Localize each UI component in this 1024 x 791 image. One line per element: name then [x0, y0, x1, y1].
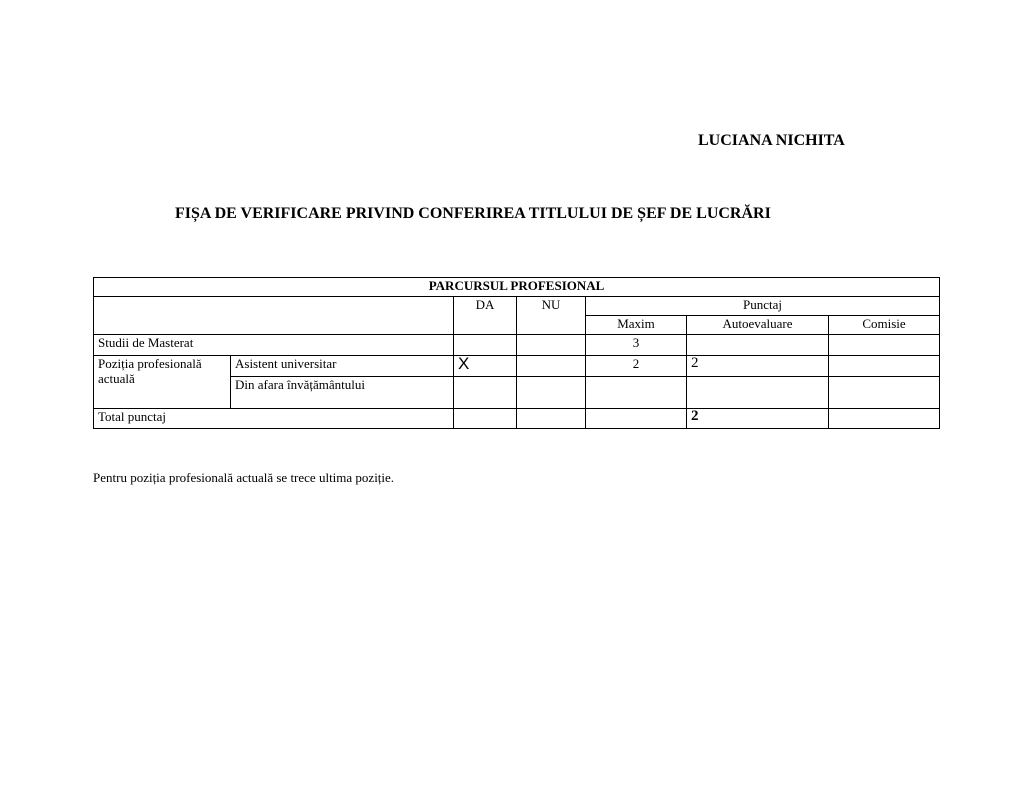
footnote: Pentru poziția profesională actuală se trece ultima poziție.	[93, 470, 395, 485]
row-studii-label: Studii de Masterat	[94, 335, 454, 356]
document-title: FIȘA DE VERIFICARE PRIVIND CONFERIREA TITLULUI DE ȘEF DE LUCRĂRI	[175, 205, 771, 222]
header-da: DA	[454, 297, 517, 335]
row-din-afara-da	[454, 377, 517, 409]
row-total-label: Total punctaj	[94, 409, 454, 429]
row-total-comisie	[829, 409, 940, 429]
row-total-da	[454, 409, 517, 429]
row-din-afara-label: Din afara învățământului	[231, 377, 454, 409]
table-row	[94, 356, 940, 377]
empty-header-cell	[94, 297, 454, 335]
evaluation-table	[93, 277, 940, 429]
row-asistent-da-mark: X	[454, 356, 517, 377]
row-asistent-nu	[517, 356, 586, 377]
header-maxim: Maxim	[586, 316, 687, 335]
row-din-afara-maxim	[586, 377, 687, 409]
table-row	[94, 335, 940, 356]
row-studii-da	[454, 335, 517, 356]
header-autoevaluare: Autoevaluare	[687, 316, 829, 335]
row-total-maxim	[586, 409, 687, 429]
header-nu: NU	[517, 297, 586, 335]
row-asistent-comisie	[829, 356, 940, 377]
row-asistent-autoevaluare: 2	[687, 356, 829, 377]
table-caption: PARCURSUL PROFESIONAL	[94, 278, 940, 297]
row-studii-nu	[517, 335, 586, 356]
row-asistent-label: Asistent universitar	[231, 356, 454, 377]
row-din-afara-comisie	[829, 377, 940, 409]
row-din-afara-autoevaluare	[687, 377, 829, 409]
table-row	[94, 409, 940, 429]
row-studii-maxim: 3	[586, 335, 687, 356]
author-name: LUCIANA NICHITA	[698, 132, 845, 149]
table-header-row	[94, 297, 940, 316]
row-asistent-maxim: 2	[586, 356, 687, 377]
row-total-nu	[517, 409, 586, 429]
row-studii-autoevaluare	[687, 335, 829, 356]
row-pozitie-label: Poziția profesională actuală	[94, 356, 231, 409]
table-caption-row	[94, 278, 940, 297]
row-din-afara-nu	[517, 377, 586, 409]
row-total-autoevaluare: 2	[687, 409, 829, 429]
header-punctaj: Punctaj	[586, 297, 940, 316]
header-comisie: Comisie	[829, 316, 940, 335]
row-studii-comisie	[829, 335, 940, 356]
